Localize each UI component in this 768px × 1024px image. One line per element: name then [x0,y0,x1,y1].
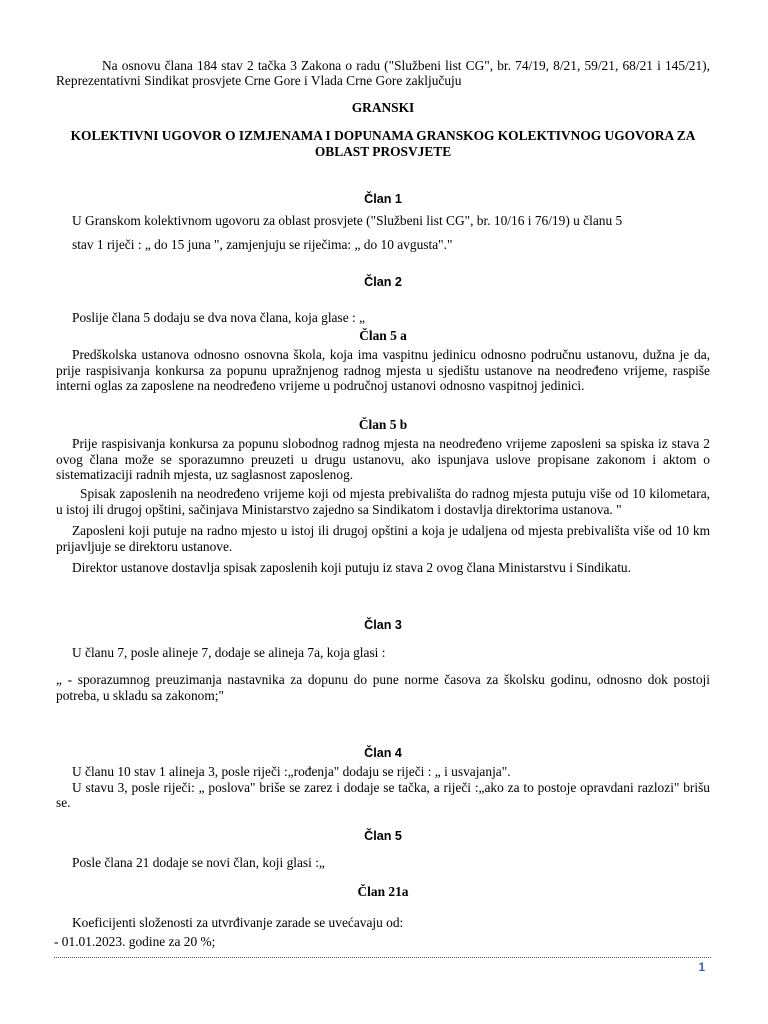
clan4-heading: Član 4 [364,745,402,760]
clan4-p2: U stavu 3, posle riječi: „ poslova" briše se zarez i dodaje se tačka, a riječi :„ako za to postoje opravdani razlozi" brišu se. [56,779,710,811]
clan5-heading: Član 5 [364,828,402,843]
clan2-text: Poslije člana 5 dodaju se dva nova člana, koja glase : „ [72,309,366,325]
clan3-heading: Član 3 [364,618,402,633]
clan2-heading: Član 2 [364,275,402,290]
clan5b-p4: Direktor ustanove dostavlja spisak zaposlenih koji putuju iz stava 2 ovog člana Ministarstvu i Sindikatu. [72,559,631,575]
clan1-line2: stav 1 riječi : „ do 15 juna ", zamjenjuju se riječima: „ do 10 avgusta"." [72,236,453,252]
clan5b-heading: Član 5 b [358,416,408,432]
clan5b-p3: Zaposleni koji putuje na radno mjesto u istoj ili drugoj opštini a koja je udaljena od mjesta prebivališta više od 10 km prijavljuje se direktoru ustanove. [56,523,710,554]
clan5-text: Posle člana 21 dodaje se novi član, koji glasi :„ [72,855,325,870]
clan5b-p1: Prije raspisivanja konkursa za popunu slobodnog radnog mjesta na neodređeno vrijeme zaposleni sa spiska iz stava 2 ovog člana može se sporazumno preuzeti u drugu ustanovu, ako ispunjava uslove propisane zakonom i aktom o sistematizaciji radnih mjesta, uz saglasnost zaposlenog. [56,436,710,482]
document-title: KOLEKTIVNI UGOVOR O IZMJENAMA I DOPUNAMA GRANSKOG KOLEKTIVNOG UGOVORA ZA OBLAST PROSVJETE [70,128,696,159]
clan5a-text: Predškolska ustanova odnosno osnovna škola, koja ima vaspitnu jedinicu odnosno područnu ustanovu, dužna je da, prije raspisivanja konkursa za popunu upražnjenog radnog mjesta u sjedištu ustanove na neodređeno vrijeme, raspiše interni oglas za zaposlene na neodređeno vrijeme u područnoj ustanovi odnosno vaspitnoj jedinici. [56,347,710,394]
document-body [56,58,710,950]
footer-divider [54,957,711,958]
page-number: 1 [698,962,705,974]
clan3-quote: „ - sporazumnog preuzimanja nastavnika za dopunu do pune norme časova za školsku godinu, odnosno dok postoji potreba, u skladu sa zakonom;" [56,672,710,703]
clan4-p1: U članu 10 stav 1 alineja 3, posle riječi :„rođenja" dodaju se riječi : „ i usvajanja". [72,764,511,780]
clan5b-p2: Spisak zaposlenih na neodređeno vrijeme koji od mjesta prebivališta do radnog mjesta putuju više od 10 kilometara, u istoj ili drugoj opštini, sačinjava Ministarstvo zajedno sa Sindikatom i dostavlja direktorima ustanova. " [56,486,710,517]
clan21a-text: Koeficijenti složenosti za utvrđivanje zarade se uvećavaju od: [72,914,404,930]
clan5a-heading: Član 5 a [359,328,407,344]
clan1-heading: Član 1 [364,192,402,207]
clan1-line1: U Granskom kolektivnom ugovoru za oblast prosvjete ("Službeni list CG", br. 10/16 i 76/19) u članu 5 [72,213,623,229]
intro-paragraph: Na osnovu člana 184 stav 2 tačka 3 Zakona o radu ("Službeni list CG", br. 74/19, 8/21, 59/21, 68/21 i 145/21), Reprezentativni Sindikat prosvjete Crne Gore i Vlada Crne Gore zaključuju [56,58,710,89]
clan21a-item1: - 01.01.2023. godine za 20 %; [54,934,216,950]
clan3-text: U članu 7, posle alineje 7, dodaje se alineja 7a, koja glasi : [72,644,386,660]
heading-granski: GRANSKI [351,99,415,115]
clan21a-heading: Član 21a [357,884,409,900]
